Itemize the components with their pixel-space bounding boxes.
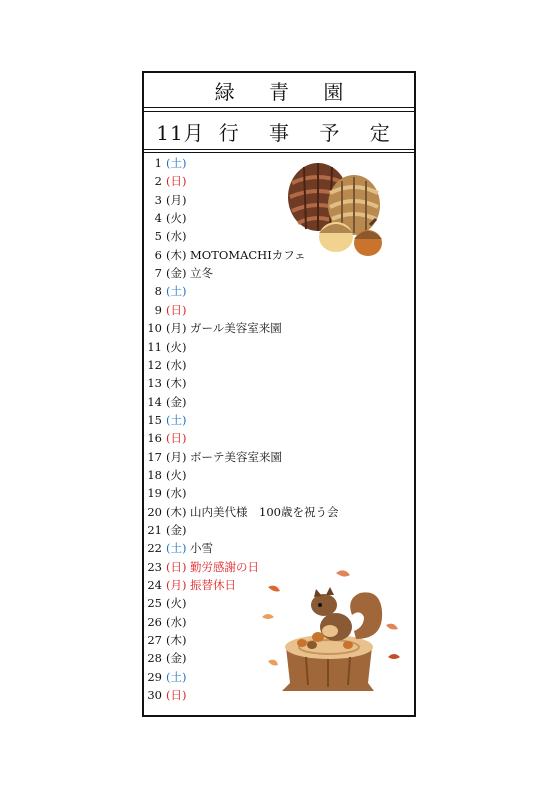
event-text: ボーテ美容室来園 [190,449,282,464]
event-text: ガール美容室来園 [190,321,282,336]
weekday-label: (月) [166,449,187,464]
weekday-label: (日) [166,174,187,189]
day-number: 16 [147,431,162,446]
weekday-label: (月) [166,321,187,336]
day-number: 24 [147,578,162,593]
month-label: 11月 [156,121,205,145]
day-number: 13 [147,376,162,391]
day-number: 23 [147,559,162,574]
weekday-label: (金) [166,266,187,281]
day-number: 10 [147,321,162,336]
weekday-label: (木) [166,633,187,648]
stump-icon [282,635,374,691]
weekday-label: (土) [166,156,187,170]
weekday-label: (水) [166,357,187,372]
weekday-label: (水) [166,614,187,629]
weekday-label: (木) [166,376,187,391]
squirrel-stump-illustration [256,565,406,695]
weekday-label: (木) [166,247,187,262]
day-number: 22 [147,541,162,556]
weekday-label: (日) [166,302,187,317]
page-title [144,114,414,150]
day-number: 9 [154,302,162,317]
day-number: 26 [147,614,162,629]
weekday-label: (月) [166,578,187,593]
event-text: 振替休日 [190,578,236,593]
day-number: 6 [154,247,162,262]
weekday-label: (金) [166,394,187,409]
day-number: 20 [147,504,162,519]
weekday-label: (日) [166,559,187,574]
event-text: 勤労感謝の日 [190,559,259,574]
event-text: 立冬 [190,266,213,281]
weekday-label: (月) [166,192,187,207]
weekday-label: (火) [166,467,187,482]
day-number: 17 [147,449,162,464]
day-number: 8 [154,284,162,299]
weekday-label: (土) [166,669,187,684]
day-number: 19 [147,486,162,501]
event-text: 小雪 [190,541,213,556]
weekday-label: (土) [166,541,187,556]
day-number: 29 [147,669,162,684]
title-label: 行 事 予 定 [218,121,402,145]
weekday-label: (木) [166,504,187,519]
weekday-label: (日) [166,688,187,703]
day-number: 28 [147,651,162,666]
facility-name: 緑 青 園 [144,73,414,108]
day-number: 18 [147,467,162,482]
weekday-label: (火) [166,339,187,354]
day-number: 11 [147,339,162,354]
weekday-label: (金) [166,523,187,537]
event-text: MOTOMACHIカフェ [190,247,306,262]
weekday-label: (土) [166,412,187,427]
day-number: 30 [147,688,162,703]
schedule-sheet [142,71,416,717]
event-text: 山内美代様 100歳を祝う会 [190,504,339,519]
divider [144,111,414,112]
day-number: 4 [154,211,162,226]
acorn-light-icon [319,222,353,252]
day-number: 5 [154,229,162,244]
day-number: 2 [154,174,162,189]
day-number: 25 [147,596,162,611]
day-number: 1 [154,156,162,170]
day-number: 7 [154,266,162,281]
weekday-label: (火) [166,596,187,611]
day-number: 27 [147,633,162,648]
weekday-label: (水) [166,229,187,244]
weekday-label: (土) [166,284,187,299]
weekday-label: (日) [166,431,187,446]
squirrel-icon [311,587,382,642]
weekday-label: (火) [166,211,187,226]
day-number: 3 [154,192,162,207]
weekday-label: (水) [166,486,187,501]
weekday-label: (金) [166,651,187,666]
day-number: 21 [147,523,162,537]
day-number: 14 [147,394,162,409]
day-number: 15 [147,412,162,427]
day-number: 12 [147,357,162,372]
